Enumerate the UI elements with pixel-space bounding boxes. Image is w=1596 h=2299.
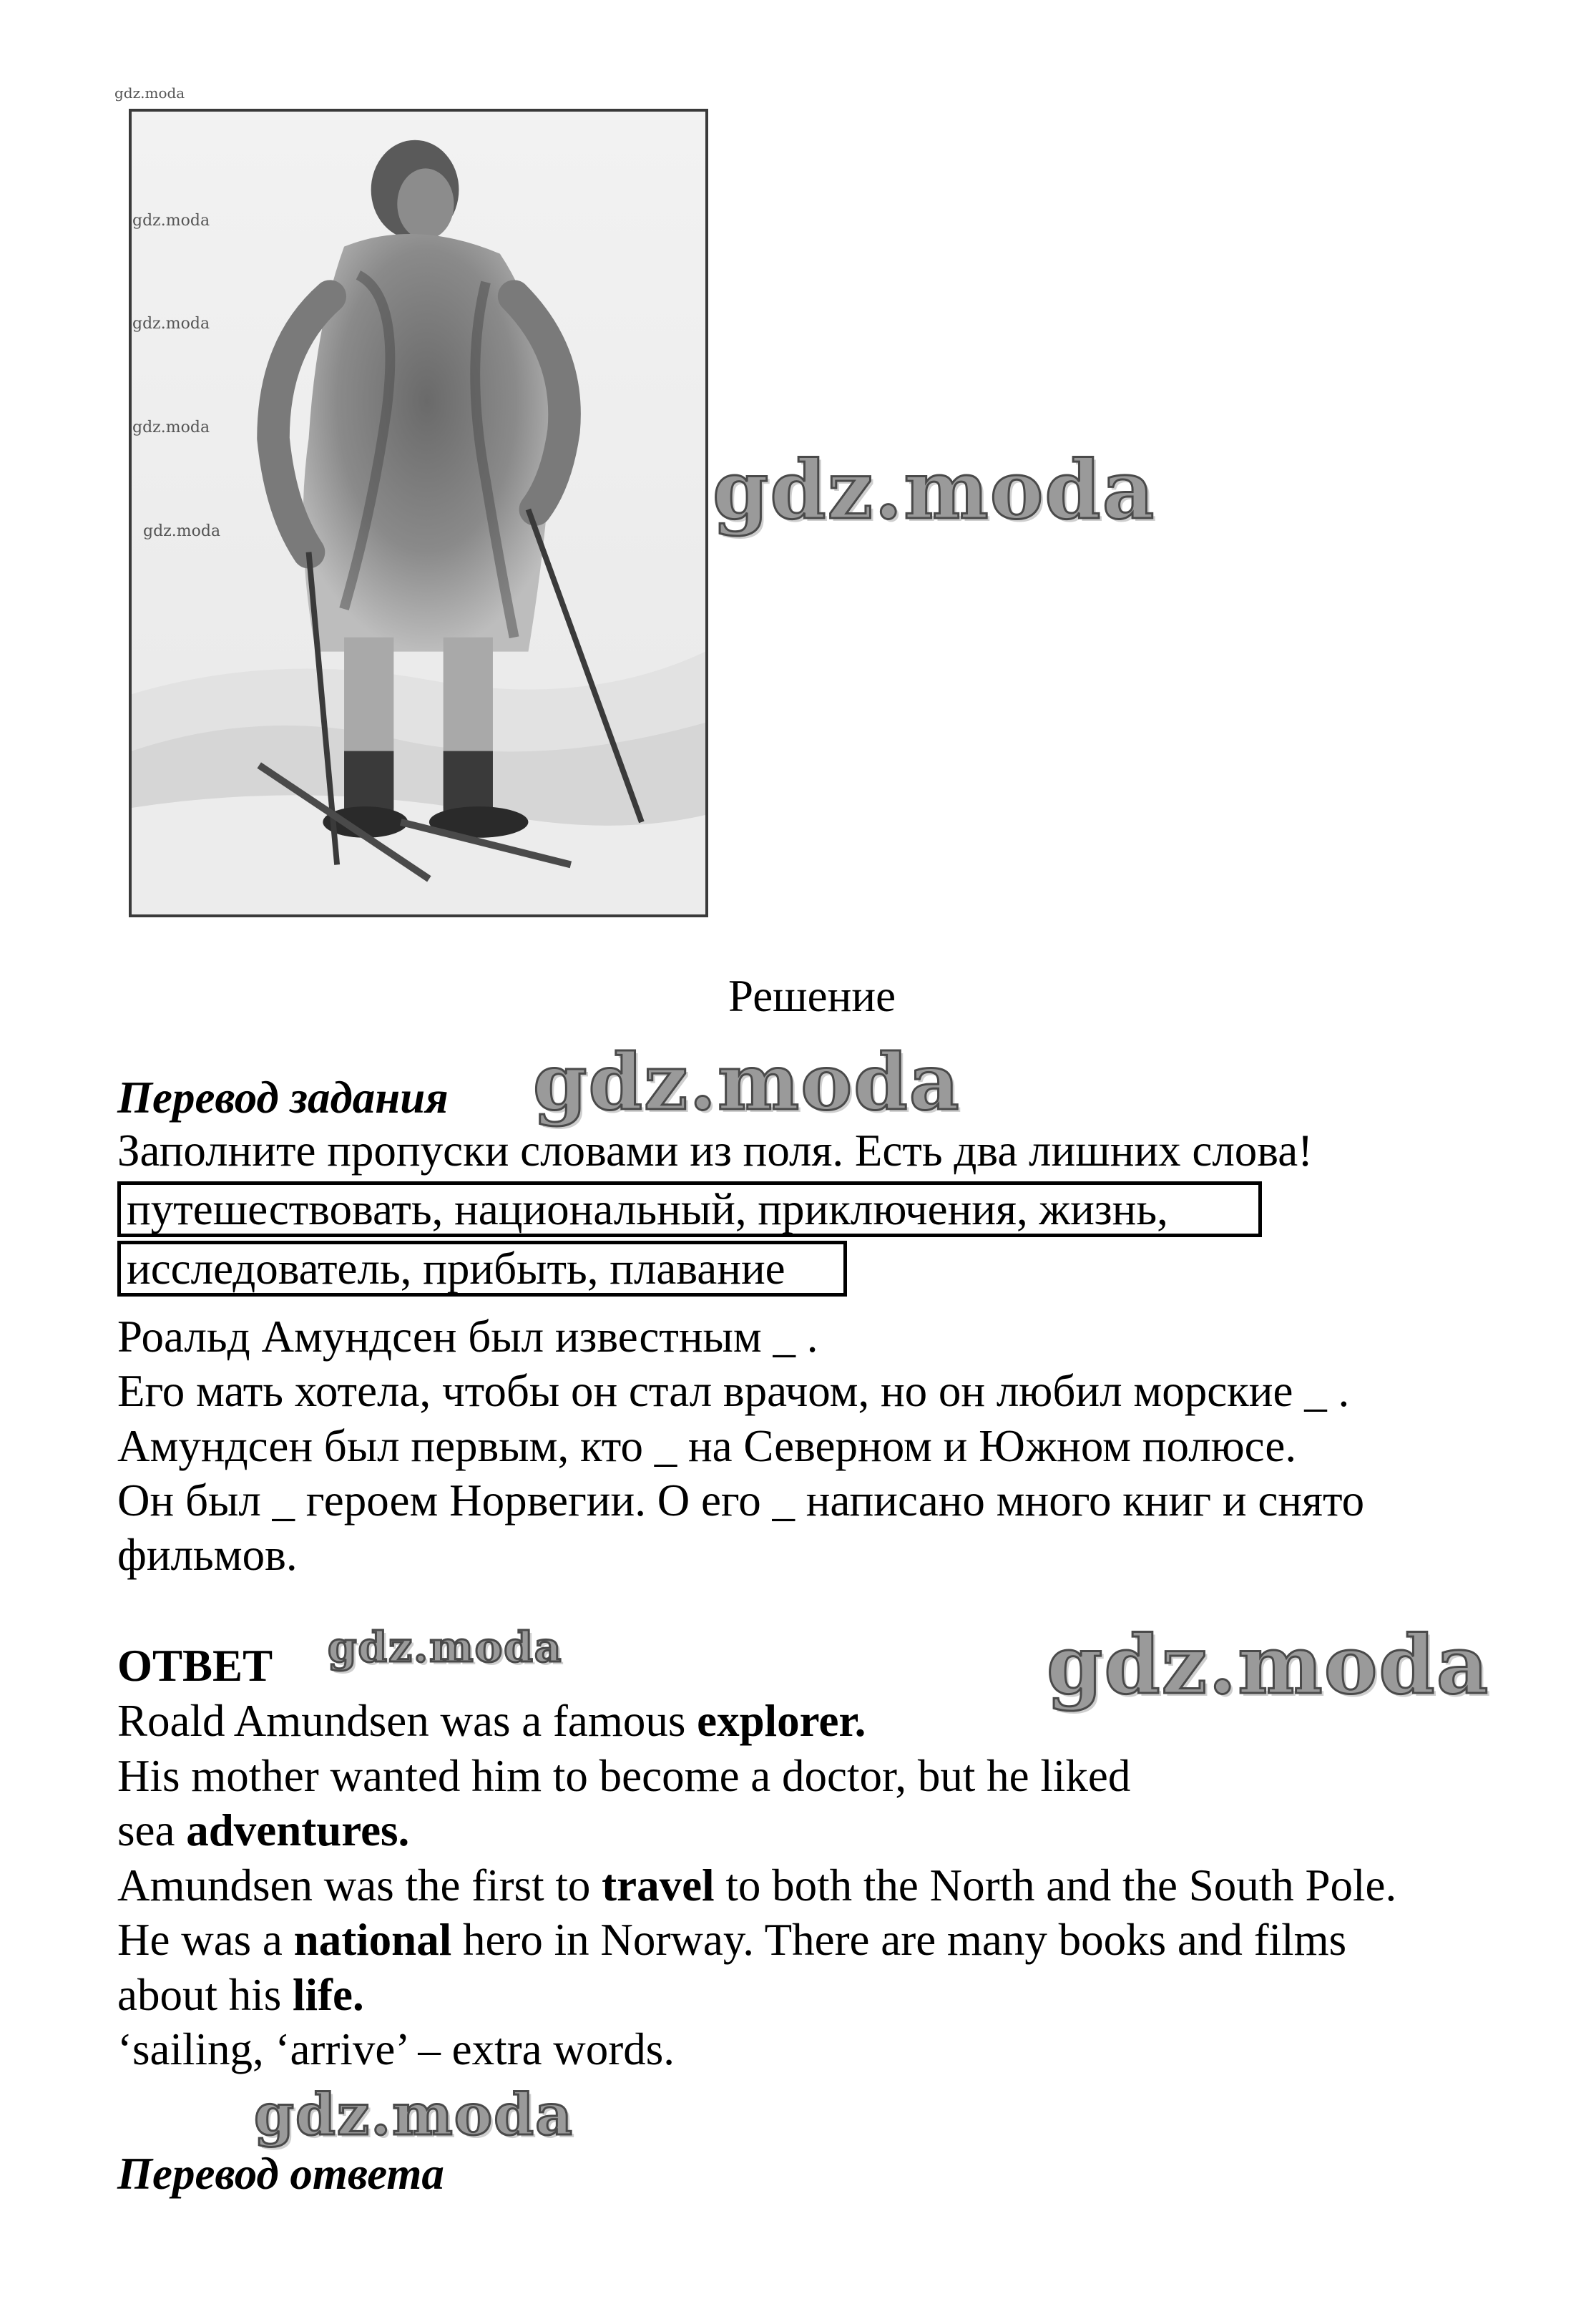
word-box-text-2: исследователь, прибыть, плавание	[127, 1244, 785, 1294]
task-line: Роальд Амундсен был известным _ .	[117, 1312, 818, 1362]
explorer-photo-icon	[132, 112, 705, 914]
watermark-small: gdz.moda	[132, 212, 210, 230]
answer-text: hero in Norway. There are many books and films	[451, 1915, 1347, 1965]
answer-keyword: national	[293, 1915, 452, 1965]
answer-title: ОТВЕТ	[117, 1641, 273, 1691]
answer-text: He was a	[117, 1915, 294, 1965]
watermark-large: gdz.moda	[533, 1038, 961, 1128]
watermark-large: gdz.moda	[254, 2081, 574, 2148]
answer-text: ‘sailing, ‘arrive’ – extra words.	[117, 2024, 675, 2074]
word-box-line-2	[117, 1241, 847, 1297]
answer-line-6	[117, 1968, 364, 2022]
answer-text: Amundsen was the first to	[117, 1860, 602, 1910]
answer-line-2	[117, 1749, 1130, 1803]
answer-keyword: life.	[293, 1970, 364, 2020]
watermark-large: gdz.moda	[1047, 1619, 1490, 1712]
task-line: Он был _ героем Норвегии. О его _ написано много книг и снято	[117, 1475, 1365, 1526]
answer-translation-title: Перевод ответа	[117, 2149, 444, 2199]
answer-line-1	[117, 1694, 866, 1748]
task-line: Его мать хотела, чтобы он стал врачом, но он любил морские _ .	[117, 1366, 1350, 1416]
watermark-small: gdz.moda	[143, 522, 221, 540]
answer-line-7	[117, 2022, 675, 2076]
task-line: Амундсен был первым, кто _ на Северном и Южном полюсе.	[117, 1421, 1297, 1471]
answer-line-4	[117, 1858, 1396, 1913]
answer-text: sea	[117, 1805, 187, 1855]
answer-line-3	[117, 1803, 409, 1858]
answer-text: about his	[117, 1970, 293, 2020]
watermark-small: gdz.moda	[132, 315, 210, 333]
answer-keyword: adventures.	[186, 1805, 410, 1855]
task-line: фильмов.	[117, 1530, 298, 1580]
task-translation-title: Перевод задания	[117, 1073, 449, 1123]
watermark-small: gdz.moda	[132, 419, 210, 436]
explorer-photo	[129, 109, 708, 917]
instruction-text: Заполните пропуски словами из поля. Есть два лишних слова!	[117, 1126, 1313, 1176]
answer-line-5	[117, 1913, 1346, 1967]
answer-keyword: explorer.	[697, 1696, 866, 1746]
answer-keyword: travel	[602, 1860, 715, 1910]
solution-heading: Решение	[728, 971, 896, 1021]
word-box-line-1	[117, 1181, 1262, 1237]
watermark-small: gdz.moda	[114, 84, 185, 102]
watermark-large: gdz.moda	[328, 1623, 563, 1671]
watermark-large: gdz.moda	[713, 444, 1156, 537]
answer-text: Roald Amundsen was a famous	[117, 1696, 697, 1746]
answer-text: to both the North and the South Pole.	[714, 1860, 1397, 1910]
word-box-text-1: путешествовать, национальный, приключения, жизнь,	[127, 1184, 1168, 1234]
answer-text: His mother wanted him to become a doctor, but he liked	[117, 1751, 1131, 1801]
